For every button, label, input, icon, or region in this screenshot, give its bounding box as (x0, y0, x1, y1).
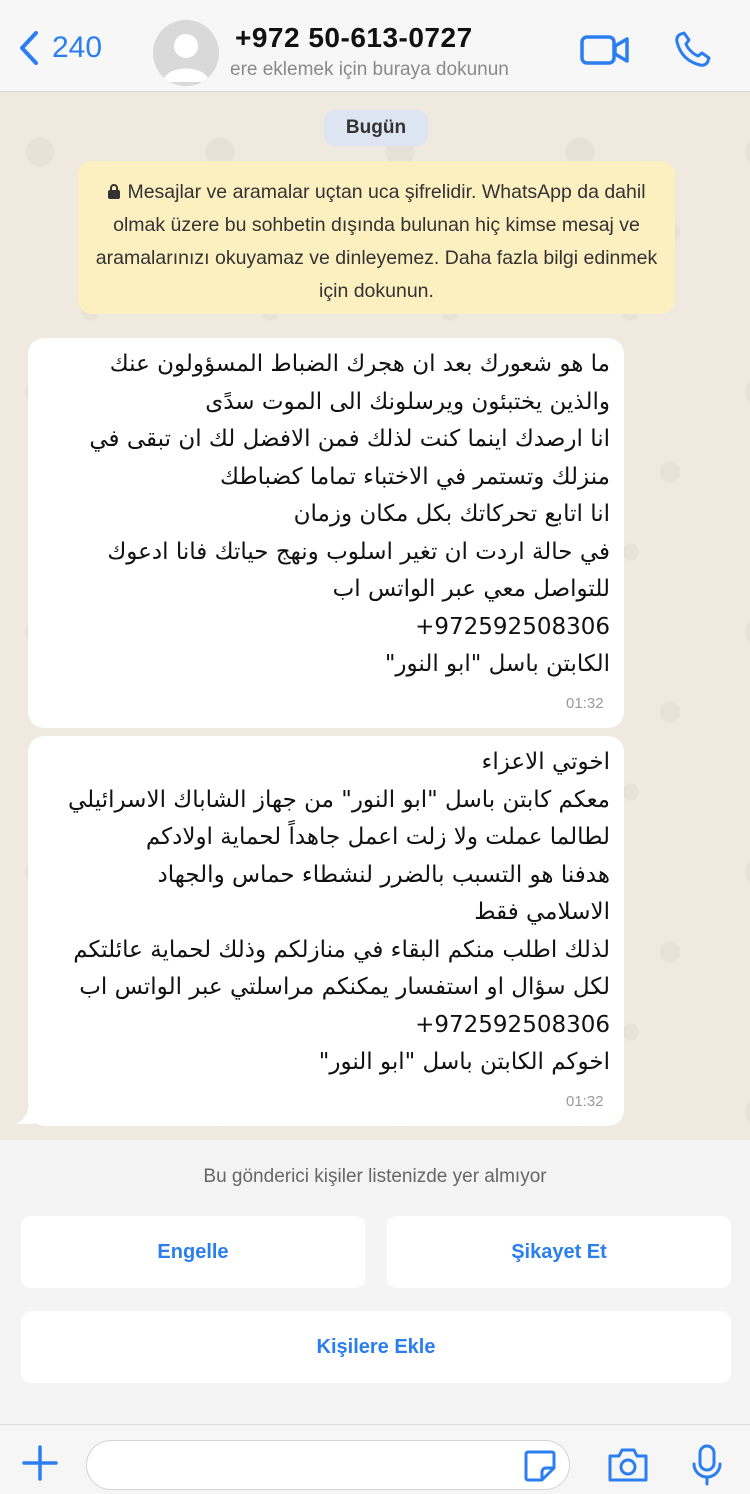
message-time: 01:32 (566, 1092, 604, 1110)
phone-call-icon[interactable] (672, 30, 712, 70)
lock-icon (107, 183, 121, 199)
add-contact-button[interactable]: Kişilere Ekle (21, 1311, 731, 1383)
encryption-notice-text: Mesajlar ve aramalar uçtan uca şifrelidir. WhatsApp da dahil olmak üzere bu sohbetin dışında bulunan hiç kimse mesaj ve aramalarınızı okuyamaz ve dinleyemez. Daha fazla bilgi edinmek için dokunun. (95, 181, 658, 302)
message-line: الكابتن باسل "ابو النور" (384, 651, 610, 677)
back-button[interactable] (18, 30, 102, 66)
message-time: 01:32 (566, 694, 604, 712)
report-button[interactable]: Şikayet Et (387, 1216, 731, 1288)
camera-icon[interactable] (606, 1446, 650, 1484)
message-line: انا ارصدك اينما كنت لذلك فمن الافضل لك ان تبقى في (89, 426, 610, 452)
message-phone-number[interactable]: 972592508306+ (415, 613, 610, 640)
day-label: Bugün (324, 110, 428, 146)
chat-header (0, 0, 750, 92)
message-line: هدفنا هو التسبب بالضرر لنشطاء حماس والجهاد (157, 861, 610, 888)
message-line: لكل سؤال او استفسار يمكنكم مراسلتي عبر الواتس اب (79, 974, 610, 1000)
contact-number[interactable]: +972 50-613-0727 (235, 22, 473, 53)
message-line: للتواصل معي عبر الواتس اب (332, 576, 610, 602)
message-line: ما هو شعورك بعد ان هجرك الضباط المسؤولون عنك (109, 351, 610, 377)
microphone-icon[interactable] (690, 1443, 724, 1487)
message-line: اخوكم الكابتن باسل "ابو النور" (318, 1049, 610, 1075)
message-line: لطالما عملت ولا زلت اعمل جاهداً لحماية اولادكم (145, 824, 610, 850)
block-button[interactable]: Engelle (21, 1216, 365, 1288)
person-icon (153, 20, 219, 86)
sticker-icon[interactable] (522, 1448, 558, 1484)
plus-icon[interactable] (20, 1443, 60, 1483)
avatar[interactable] (153, 20, 219, 86)
unread-count: 240 (52, 31, 103, 64)
message-line: الاسلامي فقط (474, 899, 610, 925)
message-line: انا اتابع تحركاتك بكل مكان وزمان (293, 501, 610, 527)
message-line: والذين يختبئون ويرسلونك الى الموت سدًى (205, 388, 610, 415)
message-line: اخوتي الاعزاء (481, 749, 610, 775)
message-phone-number[interactable]: 972592508306+ (415, 1011, 610, 1038)
chevron-left-icon (18, 30, 40, 66)
message-line: منزلك وتستمر في الاختباء تماما كضباطك (219, 463, 610, 490)
message-input[interactable] (86, 1440, 570, 1490)
video-call-icon[interactable] (580, 32, 630, 68)
message-line: في حالة اردت ان تغير اسلوب ونهج حياتك فانا ادعوك (107, 538, 610, 565)
contact-subtitle[interactable]: ere eklemek için buraya dokunun (230, 59, 509, 80)
encryption-notice[interactable] (78, 161, 675, 314)
message-bubble[interactable] (28, 338, 624, 728)
message-bubble[interactable] (28, 736, 624, 1126)
message-line: معكم كابتن باسل "ابو النور" من جهاز الشاباك الاسرائيلي (67, 786, 610, 813)
message-line: لذلك اطلب منكم البقاء في منازلكم وذلك لحماية عائلتكم (73, 936, 610, 963)
unknown-sender-notice: Bu gönderici kişiler listenizde yer almıyor (203, 1166, 547, 1187)
bubble-tail-icon (14, 1104, 34, 1124)
